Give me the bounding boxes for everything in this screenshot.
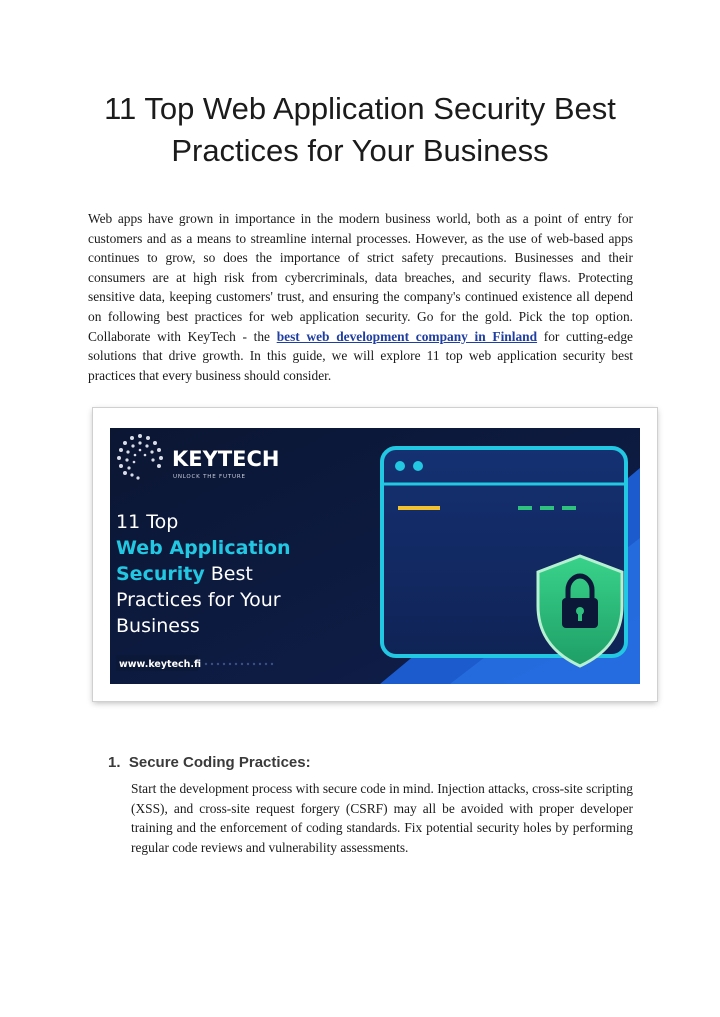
document-title: 11 Top Web Application Security Best Practices for Your Business: [104, 91, 616, 168]
banner-line-5: Business: [116, 615, 200, 637]
banner-line-3-rest: Best: [204, 563, 253, 585]
section-1-body: Start the development process with secure code in mind. Injection attacks, cross-site scripting (XSS), and cross-site request forgery (CSRF) may all be avoided with proper developer training and the enforcement of coding standards. Fix potential security holes by performing regular code reviews and vulnerability assessments.: [131, 781, 633, 855]
company-link[interactable]: best web development company in Finland: [276, 328, 538, 344]
banner-line-4: Practices for Your: [116, 589, 281, 611]
section-1-heading: [108, 753, 311, 773]
banner-line-3: [116, 563, 253, 585]
banner-line-2: Web Application: [116, 537, 291, 559]
banner-url: www.keytech.fi: [119, 659, 202, 670]
banner-line-3-highlight: Security: [116, 563, 205, 585]
logo-tagline: UNLOCK THE FUTURE: [173, 474, 246, 480]
intro-text-before: Web apps have grown in importance in the modern business world, both as a point of entry for customers and as a means to streamline internal processes. However, as the use of web-based apps continues to grow, so does the importance of strict safety precautions. Businesses and their consumers are at high risk from cybercriminals, data breaches, and security flaws. Protecting sensitive data, keeping customers' trust, and ensuring the company's continued existence all depend on following best practices for web application security. Go for the gold. Pick the top option. Collaborate with KeyTech - the: [88, 211, 633, 344]
section-1-number: 1.: [108, 754, 121, 771]
intro-paragraph: [88, 209, 633, 385]
section-1-title: Secure Coding Practices:: [128, 754, 311, 771]
yellow-code-line: [398, 506, 440, 510]
logo-wordmark: [172, 447, 280, 471]
banner-line-1: 11 Top: [116, 511, 179, 533]
logo-tech: TECH: [217, 447, 280, 471]
banner-image-frame: [93, 408, 657, 701]
banner-image: [110, 428, 640, 684]
logo-key: KEY: [172, 447, 218, 471]
intro-text-after: for cutting-edge solutions that drive growth. In this guide, we will explore 11 top web application security best practices that every business should consider.: [88, 328, 633, 383]
